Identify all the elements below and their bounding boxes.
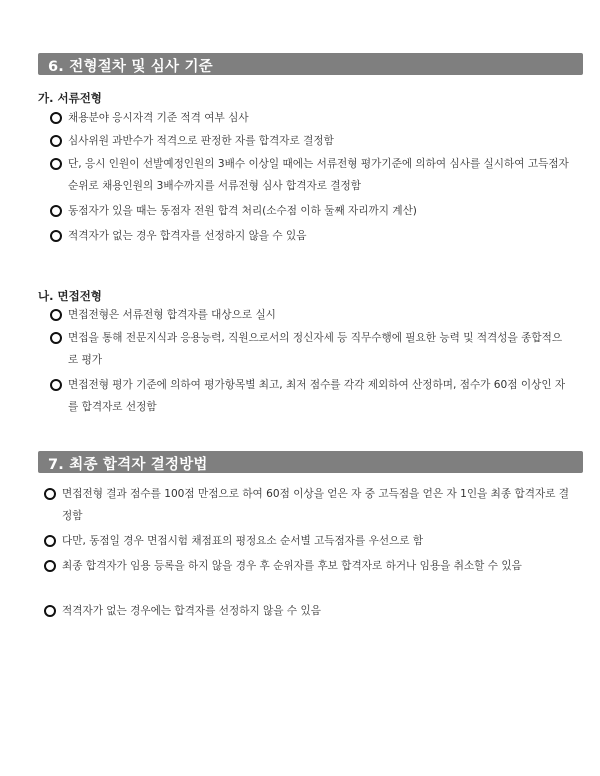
list-item: 단, 응시 인원이 선발예정인원의 3배수 이상일 때에는 서류전형 평가기준에 의하여 심사를 실시하여 고득점자 순위로 채용인원의 3배수까지를 서류전형 심사 합격자로 결정함 xyxy=(50,153,570,197)
circle-bullet-icon xyxy=(44,488,56,500)
list-item: 적격자가 없는 경우에는 합격자를 선정하지 않을 수 있음 xyxy=(44,600,572,622)
list-item: 면접전형은 서류전형 합격자를 대상으로 실시 xyxy=(50,304,570,326)
section-6-title: 6. 전형절차 및 심사 기준 xyxy=(48,59,213,75)
list-item: 다만, 동점일 경우 면접시험 채점표의 평정요소 순서별 고득점자를 우선으로 함 xyxy=(44,530,572,552)
list-item: 면접전형 결과 점수를 100점 만점으로 하여 60점 이상을 얻은 자 중 고득점을 얻은 자 1인을 최종 합격자로 결정함 xyxy=(44,483,572,527)
list-item: 동점자가 있을 때는 동점자 전원 합격 처리(소수점 이하 둘째 자리까지 계산) xyxy=(50,200,570,222)
circle-bullet-icon xyxy=(50,379,62,391)
circle-bullet-icon xyxy=(44,535,56,547)
circle-bullet-icon xyxy=(44,560,56,572)
list-item: 최종 합격자가 임용 등록을 하지 않을 경우 후 순위자를 후보 합격자로 하거나 임용을 취소할 수 있음 xyxy=(44,555,572,577)
section-7-title: 7. 최종 합격자 결정방법 xyxy=(48,457,208,473)
list-item: 면접을 통해 전문지식과 응용능력, 직원으로서의 정신자세 등 직무수행에 필요한 능력 및 적격성을 종합적으로 평가 xyxy=(50,327,570,371)
section-7-header xyxy=(38,451,583,473)
interview-heading: 나. 면접전형 xyxy=(38,289,102,303)
list-item: 채용분야 응시자격 기준 적격 여부 심사 xyxy=(50,107,570,129)
list-item: 심사위원 과반수가 적격으로 판정한 자를 합격자로 결정함 xyxy=(50,130,570,152)
circle-bullet-icon xyxy=(50,158,62,170)
document-review-heading: 가. 서류전형 xyxy=(38,91,102,105)
circle-bullet-icon xyxy=(50,112,62,124)
list-item: 적격자가 없는 경우 합격자를 선정하지 않을 수 있음 xyxy=(50,225,570,247)
section-6-header xyxy=(38,53,583,75)
circle-bullet-icon xyxy=(50,205,62,217)
circle-bullet-icon xyxy=(44,605,56,617)
circle-bullet-icon xyxy=(50,135,62,147)
circle-bullet-icon xyxy=(50,230,62,242)
circle-bullet-icon xyxy=(50,309,62,321)
list-item: 면접전형 평가 기준에 의하여 평가항목별 최고, 최저 점수를 각각 제외하여 산정하며, 점수가 60점 이상인 자를 합격자로 선정함 xyxy=(50,374,570,418)
circle-bullet-icon xyxy=(50,332,62,344)
